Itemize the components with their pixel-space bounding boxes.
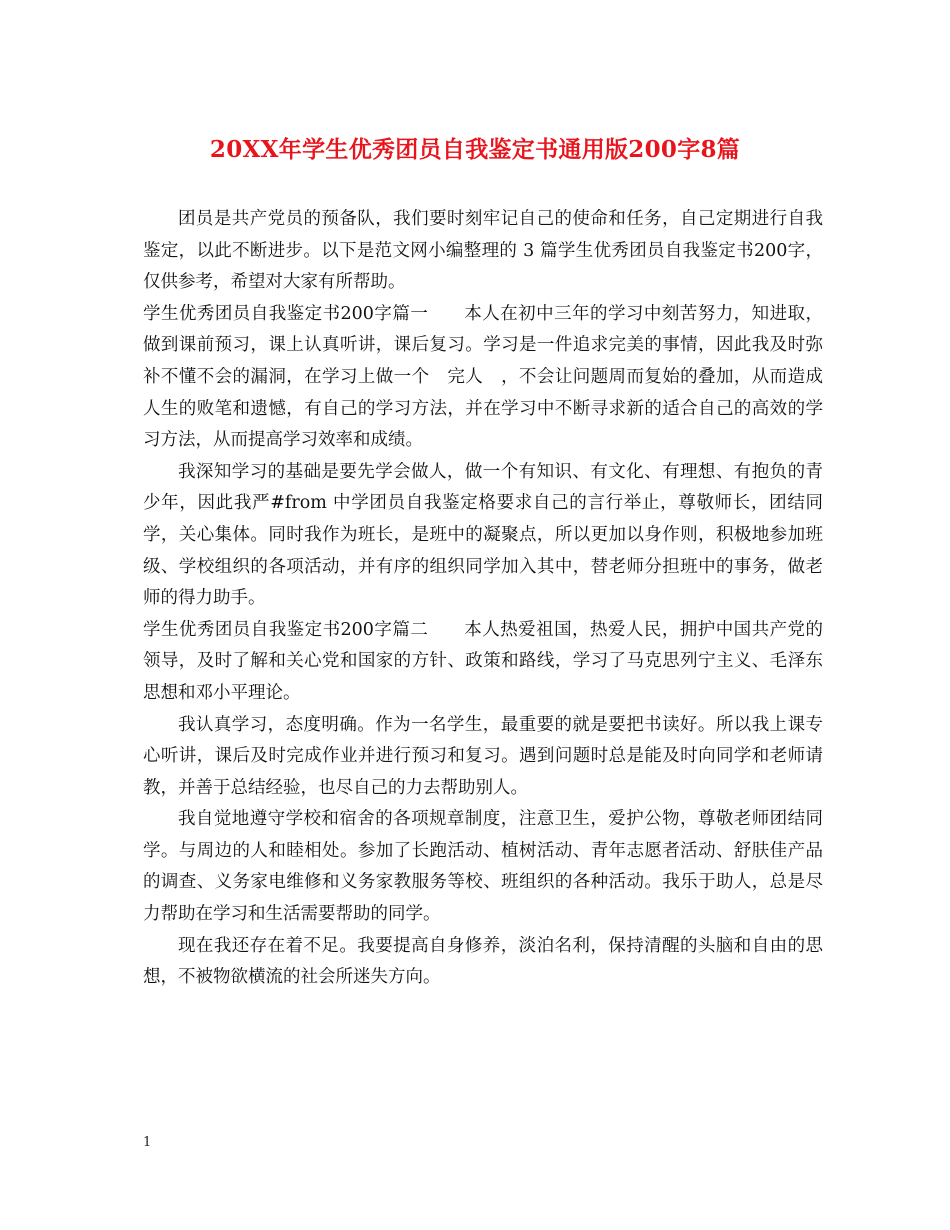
section-2-paragraph-1: 我认真学习，态度明确。作为一名学生，最重要的就是要把书读好。所以我上课专心听讲，课后及时完成作业并进行预习和复习。遇到问题时总是能及时向同学和老师请教，并善于总结经验，也尽自己的力去帮助别人。 <box>143 714 823 798</box>
section-1-heading-paragraph <box>143 299 823 457</box>
section-2-heading-paragraph <box>143 615 823 710</box>
page-number: 1 <box>143 1135 152 1150</box>
document-body <box>143 204 823 994</box>
section-1-first-text: 本人在初中三年的学习中刻苦努力，知进取，做到课前预习，课上认真听讲，课后复习。学习是一件追求完美的事情，因此我及时弥补不懂不会的漏洞，在学习上做一个 完人 ，不会让问题周而复始的叠加，从而造成人生的败笔和遗憾，有自己的学习方法，并在学习中不断寻求新的适合自己的高效的学习方法，从而提高学习效率和成绩。 <box>143 303 823 451</box>
section-1-paragraph-1: 我深知学习的基础是要先学会做人，做一个有知识、有文化、有理想、有抱负的青少年，因此我严#from 中学团员自我鉴定格要求自己的言行举止，尊敬师长，团结同学，关心集体。同时我作为班长，是班中的凝聚点，所以更加以身作则，积极地参加班级、学校组织的各项活动，并有序的组织同学加入其中，替老师分担班中的事务，做老师的得力助手。 <box>143 461 823 609</box>
section-2-first-text: 本人热爱祖国，热爱人民，拥护中国共产党的领导，及时了解和关心党和国家的方针、政策和路线，学习了马克思列宁主义、毛泽东思想和邓小平理论。 <box>143 619 823 703</box>
section-2-label: 学生优秀团员自我鉴定书200字篇二 <box>143 619 429 640</box>
section-2-paragraph-2: 我自觉地遵守学校和宿舍的各项规章制度，注意卫生，爱护公物，尊敬老师团结同学。与周边的人和睦相处。参加了长跑活动、植树活动、青年志愿者活动、舒肤佳产品的调查、义务家电维修和义务家教服务等校、班组织的各种活动。我乐于助人，总是尽力帮助在学习和生活需要帮助的同学。 <box>143 809 823 925</box>
section-1-label: 学生优秀团员自我鉴定书200字篇一 <box>143 303 429 324</box>
section-2-paragraph-3: 现在我还存在着不足。我要提高自身修养，淡泊名利，保持清醒的头脑和自由的思想，不被物欲横流的社会所迷失方向。 <box>143 935 823 988</box>
intro-paragraph: 团员是共产党员的预备队，我们要时刻牢记自己的使命和任务，自己定期进行自我鉴定，以此不断进步。以下是范文网小编整理的 3 篇学生优秀团员自我鉴定书200字，仅供参考，希望对大家有所帮助。 <box>143 209 823 293</box>
document-title: 20XX年学生优秀团员自我鉴定书通用版200字8篇 <box>209 136 741 163</box>
